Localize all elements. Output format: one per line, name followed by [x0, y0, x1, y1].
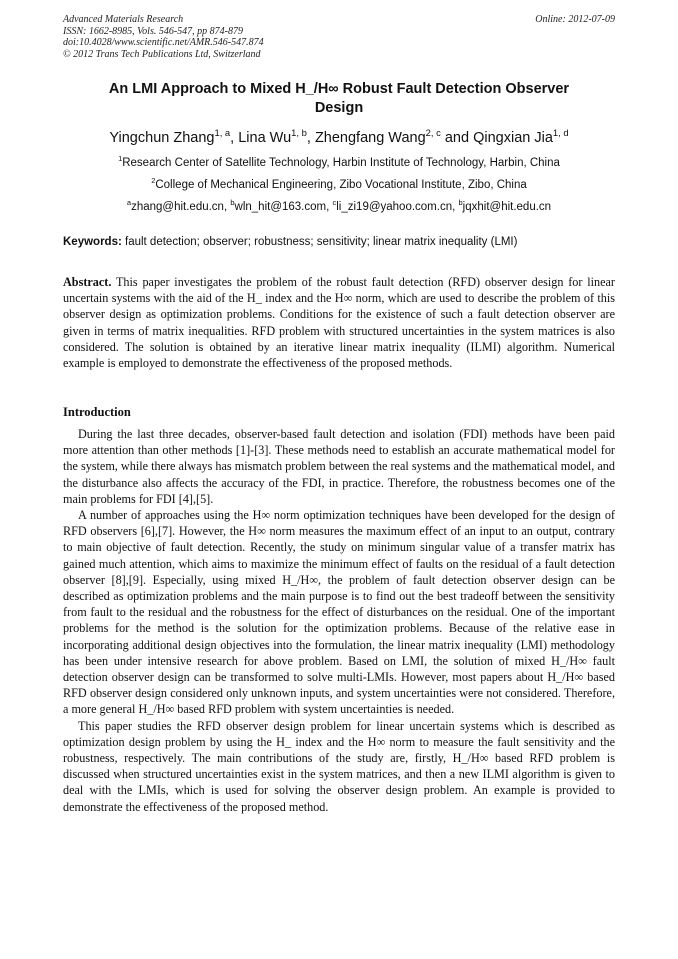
email-link[interactable]: li_zi19@yahoo.com.cn,: [336, 201, 456, 213]
author-sup: 2, c: [425, 127, 441, 139]
issn-line: ISSN: 1662-8985, Vols. 546-547, pp 874-879: [63, 25, 243, 37]
intro-paragraph-2: A number of approaches using the H∞ norm optimization techniques have been developed for the design of RFD observers [6],[7]. However, the H∞ norm measures the maximum effect of an input to an output, contrary to main objective of fault detection. Recently, the study on minimum singular value of a transfer matrix has gained much attention, which aims to maximize the minimum effect of faults on the residual of a fault detection observer [8],[9]. Especially, using mixed H_/H∞, the problem of fault detection observer design can be described as optimization problems and the main purpose is to find out the best tradeoff between the sensitivity from fault to the residual and the robustness for the effect of disturbances on the residual. One of the important problems for the method is the solution for the optimization problems. Because of the relative ease in incorporating additional design objectives into the formulation, the linear matrix inequality (LMI) methodology has been under intensive research for above problem. Based on LMI, the solution of mixed H_/H∞ fault detection observer design can be transformed to solve multi-LMIs. However, most papers about H_/H∞ based RFD observer design considered only unknown inputs, and system uncertainties were not considered. Therefore, a more general H_/H∞ based RFD problem with system uncertainties is needed.: [63, 508, 615, 717]
keywords-text: fault detection; observer; robustness; sensitivity; linear matrix inequality (LMI): [125, 236, 518, 248]
keywords: [63, 235, 615, 250]
online-date: Online: 2012-07-09: [535, 14, 615, 25]
email-link[interactable]: wln_hit@163.com,: [234, 201, 330, 213]
abstract: [63, 274, 615, 371]
affiliation-2: [63, 178, 615, 193]
section-heading-introduction: Introduction: [63, 405, 131, 419]
author-name: Qingxian Jia: [473, 130, 553, 146]
email-sup: a: [126, 198, 132, 208]
journal-header: [63, 14, 615, 60]
author-list: Yingchun Zhang$^{1, a}$, Lina Wu$^{1, b}$, Zhengfang Wang$^{2, c}$ and Qingxian Jia$^{1, d}$: [109, 127, 569, 146]
paper-title: [63, 80, 615, 118]
author-sup: 1, a: [214, 127, 231, 139]
email-link[interactable]: jqxhit@hit.edu.cn: [462, 201, 552, 213]
copyright-line: © 2012 Trans Tech Publications Ltd, Switzerland: [63, 48, 261, 60]
journal-name: Advanced Materials Research: [63, 14, 184, 25]
author-sup: 1, b: [291, 127, 307, 139]
author-name: Zhengfang Wang: [314, 130, 426, 146]
affiliation-1: [63, 156, 615, 171]
email-sup: b: [458, 198, 463, 208]
email-sup: c: [332, 198, 337, 208]
title-line-1: An LMI Approach to Mixed H_/H∞ Robust Fault Detection Observer: [108, 81, 570, 97]
author-name: Lina Wu: [238, 130, 292, 146]
author-name: Yingchun Zhang: [109, 130, 215, 146]
affiliation-text: Research Center of Satellite Technology, Harbin Institute of Technology, Harbin, China: [122, 157, 560, 169]
doi-line: doi:10.4028/www.scientific.net/AMR.546-547.874: [63, 37, 264, 48]
intro-paragraph-3: This paper studies the RFD observer design problem for linear uncertain systems which is described as optimization design problem by using the H_ index and the H∞ norm to measure the fault sensitivity and the robustness, respectively. The main contributions of the study are, firstly, H_/H∞ based RFD problem is discussed when structured uncertainties exist in the system matrices, and then a new ILMI algorithm is given to deal with the LMIs, which is used for solving the observer design problem. An example is provided to demonstrate the effectiveness of the proposed method.: [63, 718, 615, 814]
author-and: and: [444, 130, 470, 146]
affiliation-sup: 2: [151, 176, 156, 186]
affiliation-text: College of Mechanical Engineering, Zibo Vocational Institute, Zibo, China: [155, 179, 527, 191]
title-line-2: Design: [314, 100, 364, 116]
introduction-body: [63, 426, 615, 815]
keywords-label: Keywords:: [63, 236, 122, 248]
intro-paragraph-1: During the last three decades, observer-based fault detection and isolation (FDI) methods have been paid more attention than other methods [1]-[3]. These methods need to establish an accurate mathematical model for the system, while there always has mismatch problem between the real systems and the mathematical model, and the disturbance also affects the accuracy of the FDI, in practice. Therefore, the robustness becomes one of the main problems for FDI [4],[5].: [63, 427, 615, 506]
abstract-label: Abstract.: [63, 275, 112, 289]
email-line: [63, 200, 615, 215]
author-sup: 1, d: [552, 127, 569, 139]
affiliation-sup: 1: [118, 154, 123, 164]
abstract-text: This paper investigates the problem of the robust fault detection (RFD) observer design for linear uncertain systems with the aid of the H_ index and the H∞ norm, which are used to describe the problem of this observer design as optimization problems. Conditions for the existence of such a fault detection observer are given in terms of matrix inequalities. RFD problem with structured uncertainties in the system matrices is also considered. The solution is obtained by an iterative linear matrix inequality (ILMI) algorithm. Numerical example is employed to demonstrate the effectiveness of the proposed methods.: [63, 275, 615, 371]
email-sup: b: [230, 198, 235, 208]
email-link[interactable]: zhang@hit.edu.cn,: [131, 201, 228, 213]
